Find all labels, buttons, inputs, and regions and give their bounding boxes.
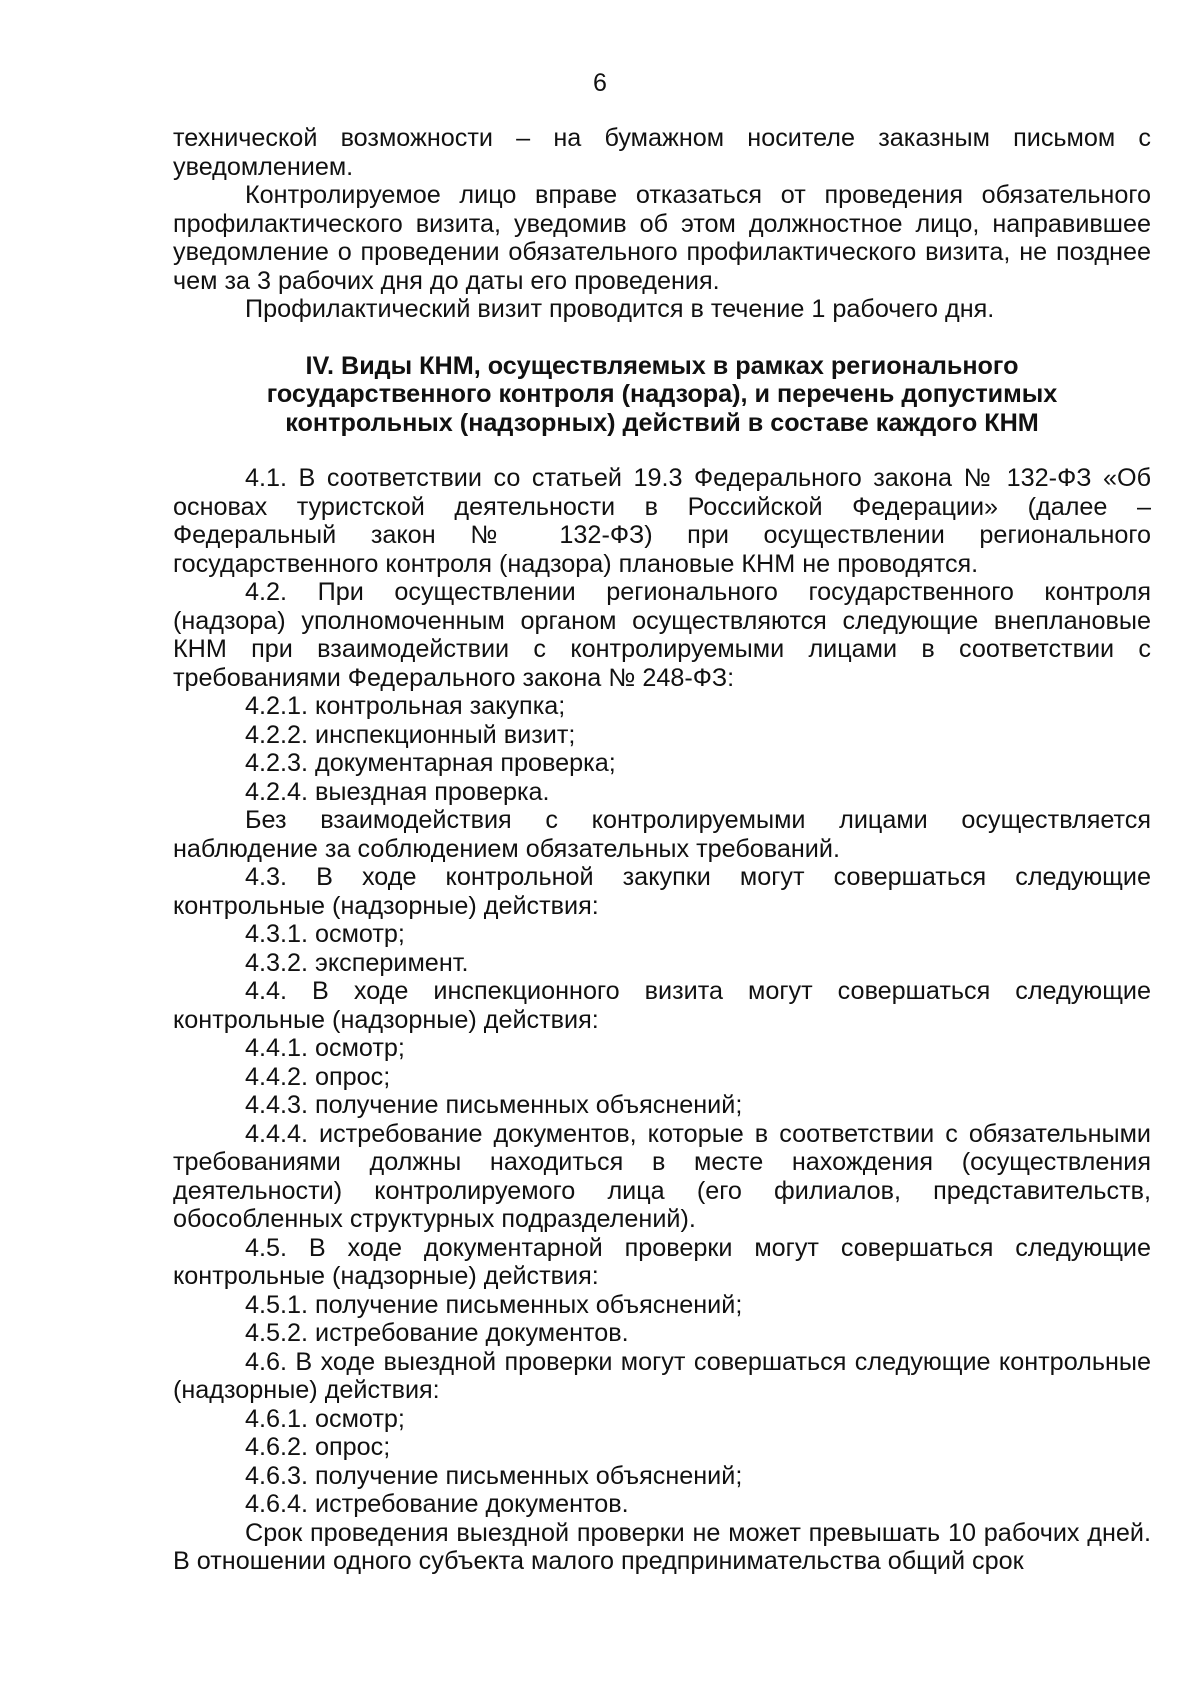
section-heading-line-3: контрольных (надзорных) действий в составе каждого КНМ — [285, 408, 1039, 437]
list-item-4-5-2: 4.5.2. истребование документов. — [245, 1319, 629, 1347]
list-item-4-4-1: 4.4.1. осмотр; — [245, 1034, 405, 1062]
list-item-4-4-4: 4.4.4. истребование документов, которые в соответствии с обязательными требованиями должны находиться в месте нахождения (осуществления деятельности) контролируемого лица (его филиалов, представительств, обособленных структурных подразделений). — [173, 1119, 1151, 1233]
paragraph-continuation: технической возможности – на бумажном носителе заказным письмом с уведомлением. — [173, 124, 1151, 181]
paragraph-4-4: 4.4. В ходе инспекционного визита могут совершаться следующие контрольные (надзорные) действия: — [173, 977, 1151, 1034]
list-item-4-2-3: 4.2.3. документарная проверка; — [245, 749, 616, 777]
paragraph-inspection-term: Срок проведения выездной проверки не может превышать 10 рабочих дней. В отношении одного субъекта малого предпринимательства общий срок — [173, 1518, 1151, 1575]
section-heading-line-1: IV. Виды КНМ, осуществляемых в рамках регионального — [305, 351, 1019, 380]
list-item-4-6-4: 4.6.4. истребование документов. — [245, 1490, 629, 1518]
list-item-4-6-2: 4.6.2. опрос; — [245, 1433, 391, 1461]
list-item-4-3-2: 4.3.2. эксперимент. — [245, 948, 469, 977]
paragraph-observation: Без взаимодействия с контролируемыми лицами осуществляется наблюдение за соблюдением обязательных требований. — [173, 806, 1151, 863]
paragraph-4-2: 4.2. При осуществлении регионального государственного контроля (надзора) уполномоченным органом осуществляются следующие внеплановые КНМ при взаимодействии с контролируемыми лицами в соответствии с требованиями Федерального закона № 248-ФЗ: — [173, 578, 1151, 692]
paragraph-refusal-right: Контролируемое лицо вправе отказаться от проведения обязательного профилактического визита, уведомив об этом должностное лицо, направившее уведомление о проведении обязательного профилактического визита, не позднее чем за 3 рабочих дня до даты его проведения. — [173, 181, 1151, 295]
list-item-4-2-2: 4.2.2. инспекционный визит; — [245, 720, 576, 749]
list-item-4-2-4: 4.2.4. выездная проверка. — [245, 777, 550, 806]
page-number: 6 — [593, 69, 607, 97]
paragraph-4-1: 4.1. В соответствии со статьей 19.3 Федерального закона № 132-ФЗ «Об основах туристской деятельности в Российской Федерации» (далее – Федеральный закон № 132-ФЗ) при осуществлении регионального государственного контроля (надзора) плановые КНМ не проводятся. — [173, 464, 1151, 578]
paragraph-4-3: 4.3. В ходе контрольной закупки могут совершаться следующие контрольные (надзорные) действия: — [173, 863, 1151, 920]
section-heading-iv — [173, 352, 1151, 438]
list-item-4-4-3: 4.4.3. получение письменных объяснений; — [245, 1091, 743, 1119]
paragraph-4-6: 4.6. В ходе выездной проверки могут совершаться следующие контрольные (надзорные) действия: — [173, 1347, 1151, 1404]
document-body — [173, 124, 1151, 1576]
paragraph-visit-duration: Профилактический визит проводится в течение 1 рабочего дня. — [245, 295, 995, 323]
list-item-4-2-1: 4.2.1. контрольная закупка; — [245, 692, 566, 720]
paragraph-4-5: 4.5. В ходе документарной проверки могут совершаться следующие контрольные (надзорные) действия: — [173, 1233, 1151, 1290]
list-item-4-6-1: 4.6.1. осмотр; — [245, 1404, 405, 1433]
section-heading-line-2: государственного контроля (надзора), и перечень допустимых — [266, 380, 1058, 408]
list-item-4-5-1: 4.5.1. получение письменных объяснений; — [245, 1290, 743, 1319]
list-item-4-3-1: 4.3.1. осмотр; — [245, 920, 405, 948]
list-item-4-6-3: 4.6.3. получение письменных объяснений; — [245, 1461, 743, 1490]
list-item-4-4-2: 4.4.2. опрос; — [245, 1062, 391, 1091]
